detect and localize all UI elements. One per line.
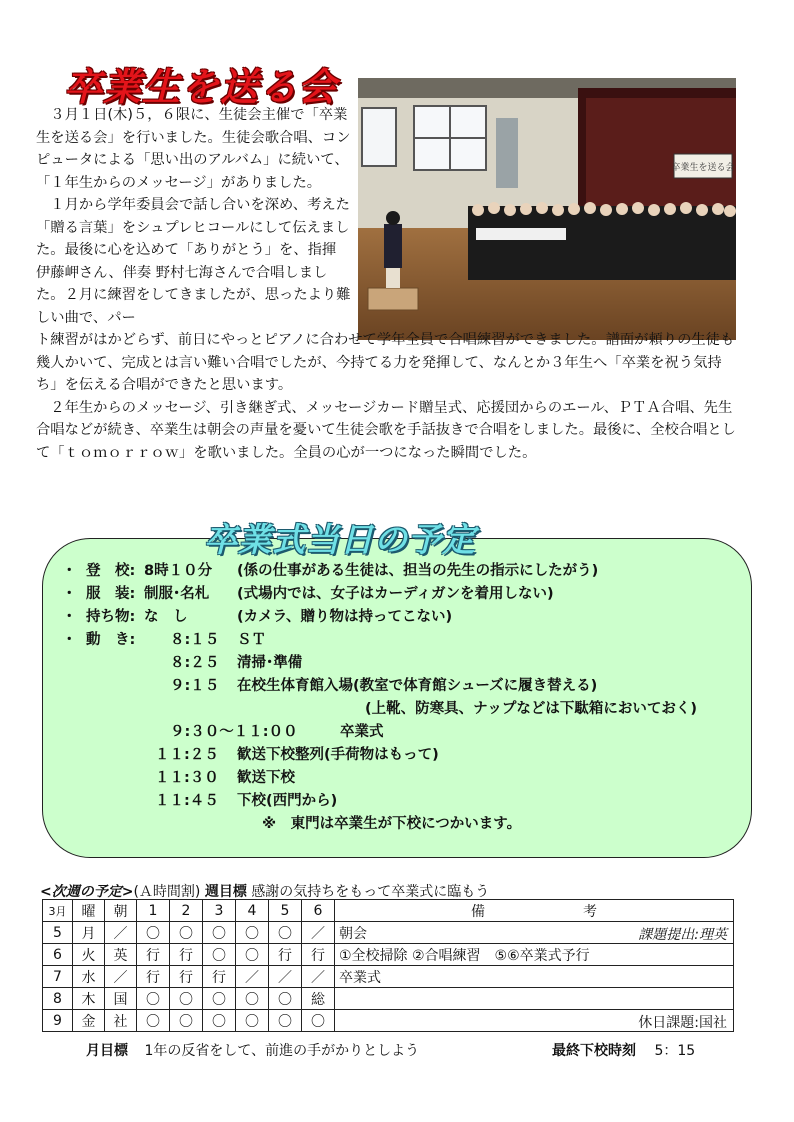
period-cell: 行 bbox=[302, 944, 335, 966]
table-row bbox=[43, 1010, 734, 1032]
period-cell: ／ bbox=[269, 966, 302, 988]
table-row bbox=[43, 966, 734, 988]
period-cell: 〇 bbox=[236, 944, 269, 966]
schedule-time: １１:３０ bbox=[155, 770, 219, 786]
period-cell: 〇 bbox=[236, 988, 269, 1010]
schedule-note-text: ※ 東門は卒業生が下校につかいます。 bbox=[262, 816, 522, 832]
period-cell: 国 bbox=[105, 988, 137, 1010]
period-cell: 〇 bbox=[236, 1010, 269, 1032]
header-cell: 4 bbox=[236, 900, 269, 922]
note-cell bbox=[335, 988, 734, 1010]
schedule-desc: ＳＴ bbox=[237, 632, 266, 648]
note-cell bbox=[335, 944, 734, 966]
header-cell: 6 bbox=[302, 900, 335, 922]
note-right: 課題提出:理英 bbox=[638, 927, 727, 943]
paragraph: ト練習がはかどらず、前日にやっとピアノに合わせて学年全員で合唱練習ができました。譜面が頼りの生徒も幾人かいて、完成とは言い難い合唱でしたが、今持てる力を発揮して、なんとか３年生へ「卒業を祝う気持ち」を伝える合唱ができたと思います。 bbox=[36, 332, 735, 393]
paragraph: ２年生からのメッセージ、引き継ぎ式、メッセージカード贈呈式、応援団からのエール、ＰＴＡ合唱、先生合唱などが続き、卒業生は朝会の声量を憂いて生徒会歌を手話抜きで合唱をしました。最後に、全校合唱として「ｔｏｍｏｒｒｏｗ」を歌いました。全員の心が一つになった瞬間でした。 bbox=[36, 399, 736, 461]
article-title: 卒業生を送る会 bbox=[64, 65, 338, 109]
note-text: 卒業式 bbox=[339, 969, 381, 986]
period-cell: 行 bbox=[137, 944, 170, 966]
schedule-time: ９:３０～１１:００ bbox=[170, 724, 298, 740]
schedule-note: (係の仕事がある生徒は、担当の先生の指示にしたがう) bbox=[237, 563, 599, 579]
schedule-label: 服 装: bbox=[86, 586, 136, 602]
note-text: ①全校掃除 ②合唱練習 ⑤⑥卒業式予行 bbox=[339, 947, 590, 964]
header-cell: 2 bbox=[170, 900, 203, 922]
period-cell: 行 bbox=[269, 944, 302, 966]
schedule-desc: 卒業式 bbox=[340, 724, 384, 740]
header-cell: 3 bbox=[203, 900, 236, 922]
header-cell: 1 bbox=[137, 900, 170, 922]
schedule-time: ８:２５ bbox=[170, 655, 220, 671]
schedule-title: 卒業式当日の予定 bbox=[204, 520, 476, 559]
period-cell: 〇 bbox=[137, 988, 170, 1010]
week-heading: <次週の予定> bbox=[40, 884, 134, 900]
week-heading-line bbox=[40, 881, 489, 901]
schedule-desc: 歓送下校 bbox=[237, 770, 295, 786]
period-cell: 〇 bbox=[203, 988, 236, 1010]
schedule-note: (カメラ、贈り物は持ってこない) bbox=[237, 609, 453, 625]
week-goal-label: 週目標 bbox=[204, 884, 247, 900]
schedule-value: 8時１０分 bbox=[144, 563, 213, 579]
period-cell: 行 bbox=[137, 966, 170, 988]
schedule-value: な し bbox=[144, 609, 188, 625]
day-cell: 木 bbox=[73, 988, 105, 1010]
final-time-label: 最終下校時刻 bbox=[552, 1043, 636, 1059]
schedule-time: １１:４５ bbox=[155, 793, 219, 809]
note-cell bbox=[335, 966, 734, 988]
schedule-desc: 歓送下校整列(手荷物はもって) bbox=[237, 747, 439, 763]
header-cell: 備 考 bbox=[335, 900, 734, 922]
schedule-desc: 在校生体育館入場(教室で体育館シューズに履き替える) bbox=[237, 678, 598, 694]
period-cell: 総 bbox=[302, 988, 335, 1010]
schedule-bullet: ・ bbox=[62, 632, 77, 648]
period-cell: ／ bbox=[302, 922, 335, 944]
schedule-desc: 清掃･準備 bbox=[237, 655, 303, 671]
header-cell: 曜 bbox=[73, 900, 105, 922]
period-cell: 〇 bbox=[137, 1010, 170, 1032]
article-text-left bbox=[36, 104, 354, 329]
schedule-desc: (上靴、防寒具、ナップなどは下駄箱においておく) bbox=[365, 701, 697, 717]
period-cell: ／ bbox=[302, 966, 335, 988]
schedule-bullet: ・ bbox=[62, 563, 77, 579]
schedule-label: 登 校: bbox=[86, 563, 136, 579]
period-cell: 〇 bbox=[170, 922, 203, 944]
schedule-bullet: ・ bbox=[62, 586, 77, 602]
period-cell: 行 bbox=[203, 966, 236, 988]
period-cell: 〇 bbox=[269, 1010, 302, 1032]
month-goal-label: 月目標 bbox=[86, 1043, 128, 1059]
schedule-time: １１:２５ bbox=[155, 747, 219, 763]
final-time-line bbox=[552, 1040, 695, 1060]
day-cell: 水 bbox=[73, 966, 105, 988]
note-cell bbox=[335, 1010, 734, 1032]
week-subheading: (Ａ時間割) bbox=[133, 884, 201, 900]
schedule-label: 持ち物: bbox=[86, 609, 136, 625]
header-cell: 朝 bbox=[105, 900, 137, 922]
period-cell: 〇 bbox=[269, 922, 302, 944]
date-cell: 6 bbox=[43, 944, 73, 966]
schedule-time: ８:１５ bbox=[170, 632, 220, 648]
header-cell: 5 bbox=[269, 900, 302, 922]
period-cell: 社 bbox=[105, 1010, 137, 1032]
day-cell: 月 bbox=[73, 922, 105, 944]
period-cell: ／ bbox=[236, 966, 269, 988]
note-right: 休日課題:国社 bbox=[638, 1015, 727, 1031]
article-text-full bbox=[36, 329, 738, 464]
table-row bbox=[43, 922, 734, 944]
date-cell: 5 bbox=[43, 922, 73, 944]
paragraph: １月から学年委員会で話し合いを深め、考えた「贈る言葉」をシュプレヒコールにして伝えました。最後に心を込めて「ありがとう」を、指揮 伊藤岬さん、伴奏 野村七海さんで合唱しました。２月に練習をしてきましたが、思ったより難しい曲で、パー bbox=[36, 197, 351, 326]
note-text: 朝会 bbox=[339, 925, 367, 942]
day-cell: 火 bbox=[73, 944, 105, 966]
period-cell: 行 bbox=[170, 966, 203, 988]
week-goal: 感謝の気持ちをもって卒業式に臨もう bbox=[251, 884, 490, 900]
table-row bbox=[43, 988, 734, 1010]
final-time: 5：15 bbox=[654, 1043, 696, 1059]
period-cell: 行 bbox=[170, 944, 203, 966]
header-cell: 3月 bbox=[43, 900, 73, 922]
schedule-value: 制服･名札 bbox=[144, 586, 210, 602]
period-cell: 〇 bbox=[203, 922, 236, 944]
month-goal: 1年の反省をして、前進の手がかりとしよう bbox=[144, 1043, 420, 1059]
note-cell bbox=[335, 922, 734, 944]
period-cell: 〇 bbox=[170, 988, 203, 1010]
week-table bbox=[42, 899, 734, 1032]
schedule-time: ９:１５ bbox=[170, 678, 220, 694]
paragraph: ３月１日(木)５，６限に、生徒会主催で「卒業生を送る会」を行いました。生徒会歌合唱、コンピュータによる「思い出のアルバム」に続いて、「１年生からのメッセージ」がありました。 bbox=[36, 107, 351, 191]
period-cell: 〇 bbox=[302, 1010, 335, 1032]
period-cell: ／ bbox=[105, 922, 137, 944]
date-cell: 7 bbox=[43, 966, 73, 988]
month-goal-line bbox=[86, 1040, 419, 1060]
period-cell: 〇 bbox=[203, 1010, 236, 1032]
schedule-note: (式場内では、女子はカーディガンを着用しない) bbox=[237, 586, 554, 602]
table-header-row bbox=[43, 900, 734, 922]
day-cell: 金 bbox=[73, 1010, 105, 1032]
period-cell: 〇 bbox=[236, 922, 269, 944]
period-cell: 〇 bbox=[203, 944, 236, 966]
schedule-label: 動 き: bbox=[86, 632, 136, 648]
event-photo bbox=[358, 78, 736, 340]
period-cell: ／ bbox=[105, 966, 137, 988]
period-cell: 〇 bbox=[170, 1010, 203, 1032]
period-cell: 〇 bbox=[269, 988, 302, 1010]
period-cell: 英 bbox=[105, 944, 137, 966]
date-cell: 8 bbox=[43, 988, 73, 1010]
photo-banner-text: 卒業生を送る会 bbox=[671, 163, 735, 173]
date-cell: 9 bbox=[43, 1010, 73, 1032]
period-cell: 〇 bbox=[137, 922, 170, 944]
table-row bbox=[43, 944, 734, 966]
schedule-bullet: ・ bbox=[62, 609, 77, 625]
schedule-desc: 下校(西門から) bbox=[237, 793, 338, 809]
